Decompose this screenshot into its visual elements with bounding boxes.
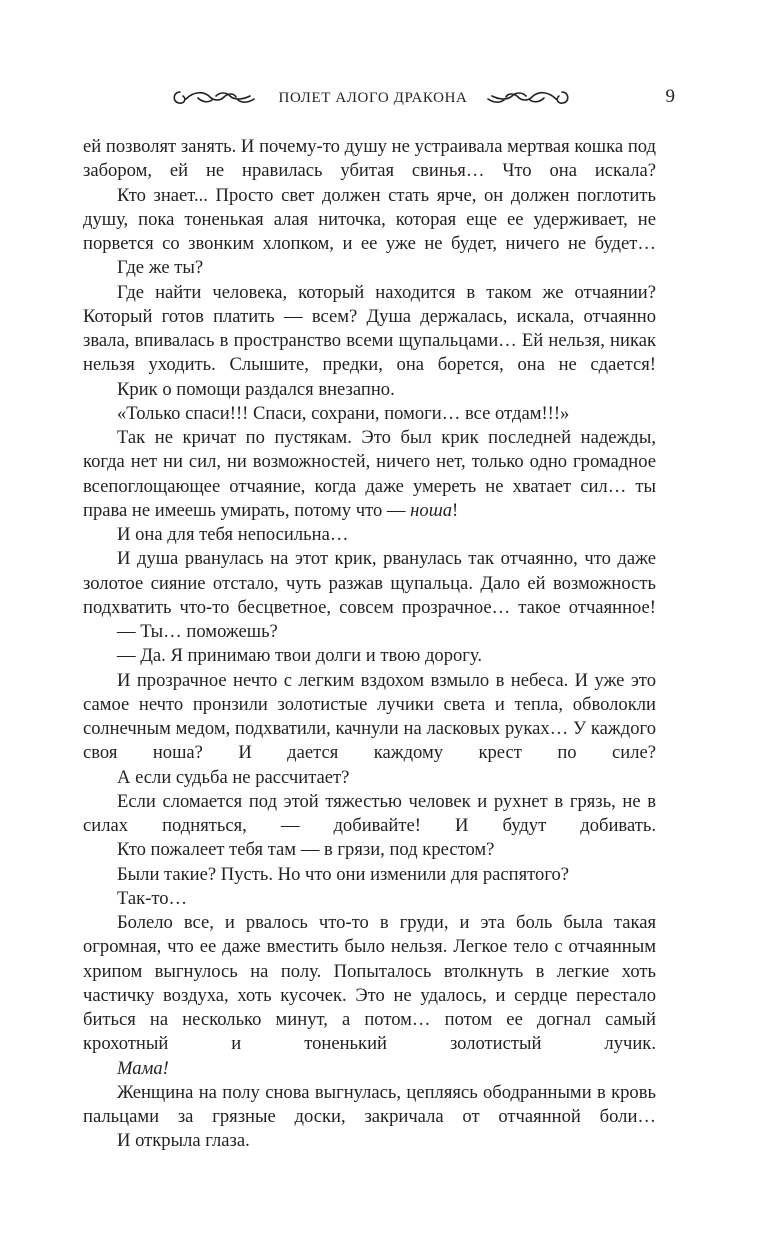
page-number: 9 xyxy=(665,86,675,107)
body-text xyxy=(83,135,656,1154)
paragraph: И открыла глаза. xyxy=(117,1130,250,1152)
paragraph xyxy=(83,426,656,523)
paragraph: Кто знает... Просто свет должен стать ярче, он должен поглотить душу, пока тоненькая алая ниточка, которая еще ее удерживает, не порвется со звонким хлопком, и ее уже не будет, ничего не будет… xyxy=(83,184,656,254)
paragraph xyxy=(83,1057,656,1081)
paragraph: Где же ты? xyxy=(117,257,204,279)
swirl-ornament-icon xyxy=(170,88,258,108)
emphasis-text: ноша xyxy=(410,499,453,521)
dialogue-line: — Да. Я принимаю твои долги и твою дорогу. xyxy=(117,645,483,667)
paragraph: Крик о помощи раздался внезапно. xyxy=(117,378,395,400)
paragraph-text: Так не кричат по пустякам. Это был крик последней надежды, когда нет ни сил, ни возможностей, ничего нет, только одно громадное всепоглощающее отчаяние, когда даже умереть не хватает сил… ты права не имеешь умирать, потому что — xyxy=(83,427,656,521)
paragraph: Женщина на полу снова выгнулась, цепляясь ободранными в кровь пальцами за грязные доски, закричала от отчаянной боли… xyxy=(83,1081,656,1127)
swirl-ornament-icon xyxy=(484,88,572,108)
paragraph: И душа рванулась на этот крик, рванулась так отчаянно, что даже золотое сияние отстало, чуть разжав щупальца. Дало ей возможность подхватить что-то бесцветное, совсем прозрачное… такое отчаянное! xyxy=(83,548,656,618)
paragraph: ей позволят занять. И почему-то душу не устраивала мертвая кошка под забором, ей не нравилась убитая свинья… Что она искала? xyxy=(83,136,656,182)
emphasis-text: Мама! xyxy=(117,1057,169,1079)
paragraph: Были такие? Пусть. Но что они изменили для распятого? xyxy=(117,863,570,885)
paragraph: Болело все, и рвалось что-то в груди, и эта боль была такая огромная, что ее даже вместить было нельзя. Легкое тело с отчаянным хрипом выгнулось на полу. Попыталось втолкнуть в легкие хоть частичку воздуха, хоть кусочек. Это не удалось, и сердце перестало биться на несколько минут, а потом… потом ее догнал самый крохотный и тоненький золотистый лучик. xyxy=(83,912,656,1055)
dialogue-line: — Ты… поможешь? xyxy=(117,621,278,642)
paragraph-text: ! xyxy=(452,499,459,521)
paragraph: А если судьба не рассчитает? xyxy=(117,766,350,788)
paragraph: Если сломается под этой тяжестью человек и рухнет в грязь, не в силах подняться, — добивайте! И будут добивать. xyxy=(83,790,656,836)
paragraph: И прозрачное нечто с легким вздохом взмыло в небеса. И уже это самое нечто пронзили золотистые лучики света и тепла, обволокли солнечным медом, подхватили, качнули на ласковых руках… У каждого своя ноша? И дается каждому крест по силе? xyxy=(83,669,656,764)
paragraph: И она для тебя непосильна… xyxy=(117,524,349,545)
paragraph: Кто пожалеет тебя там — в грязи, под крестом? xyxy=(117,839,495,861)
running-title: ПОЛЕТ АЛОГО ДРАКОНА xyxy=(278,90,468,106)
paragraph: Где найти человека, который находится в таком же отчаянии? Который готов платить — всем? Душа держалась, искала, отчаянно звала, впивалась в пространство всеми щупальцами… Ей нельзя, никак нельзя уходить. Слышите, предки, она борется, она не сдается! xyxy=(83,281,656,376)
paragraph: «Только спаси!!! Спаси, сохрани, помоги… все отдам!!!» xyxy=(117,402,570,424)
paragraph: Так-то… xyxy=(117,887,188,909)
running-header xyxy=(0,84,768,116)
